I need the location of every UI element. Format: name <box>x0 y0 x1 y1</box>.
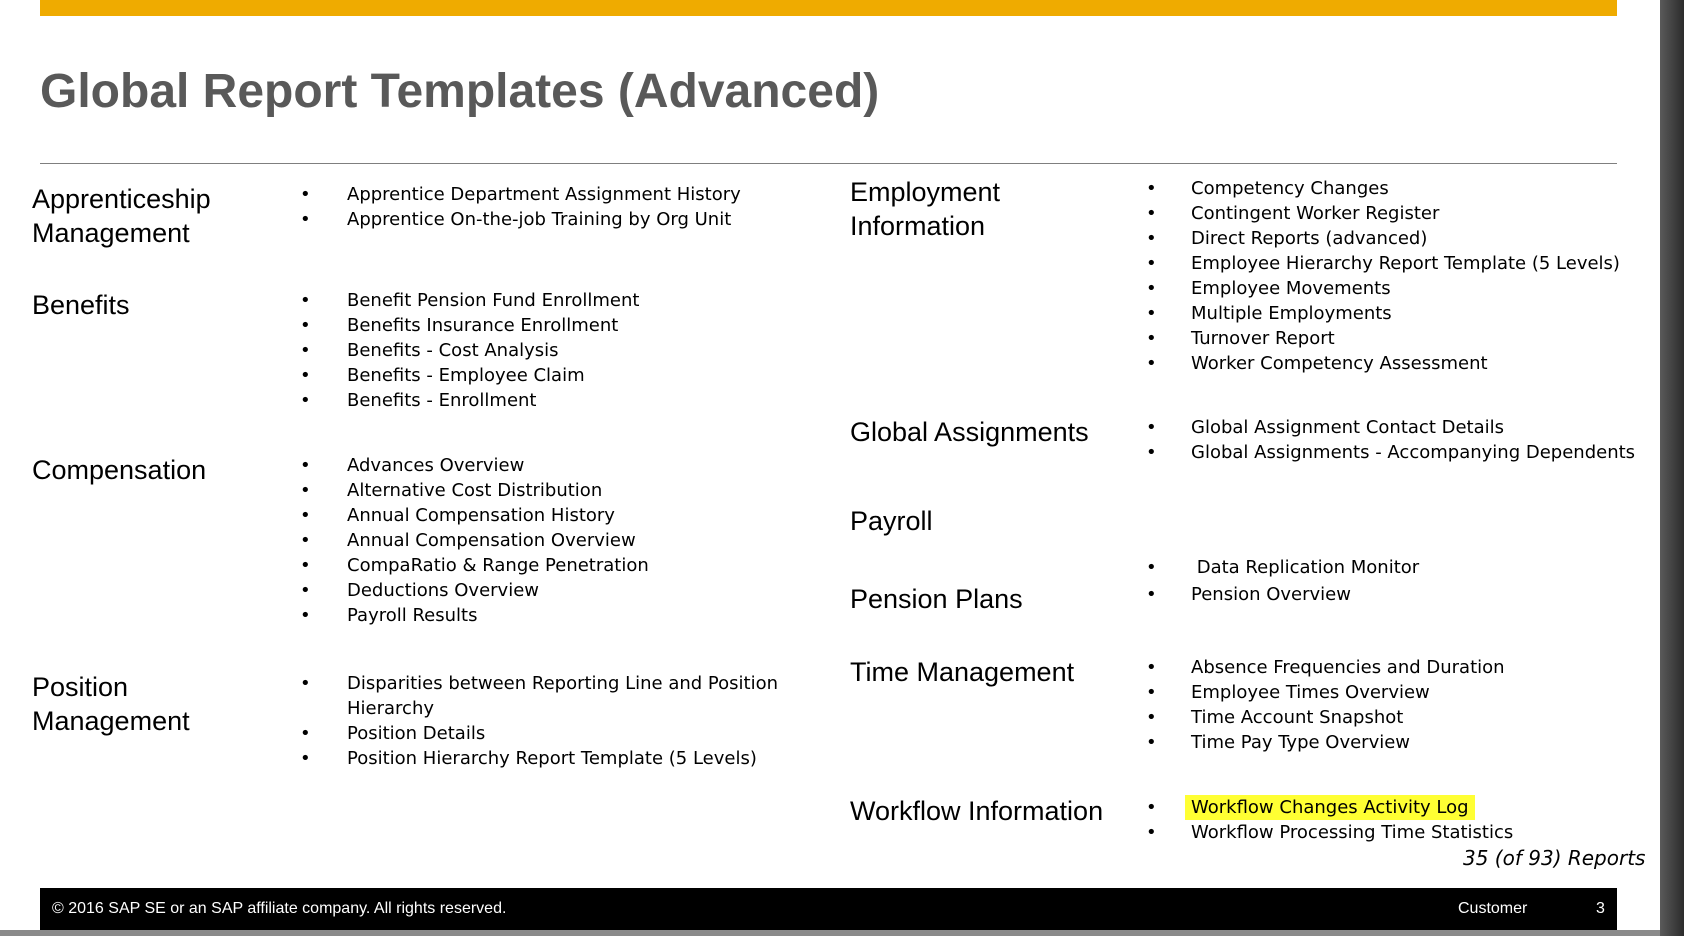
report-list-apprenticeship-management <box>300 182 860 232</box>
title-divider <box>40 163 1617 164</box>
list-item: • Alternative Cost Distribution <box>300 478 860 503</box>
window-edge-shadow <box>1660 0 1684 936</box>
category-payroll: Payroll <box>850 506 933 536</box>
list-item: • Workflow Processing Time Statistics <box>1146 820 1684 845</box>
list-item: • CompaRatio & Range Penetration <box>300 553 860 578</box>
category-time-management: Time Management <box>850 657 1075 687</box>
list-item: • Apprentice On-the-job Training by Org Unit <box>300 207 860 232</box>
list-item: • Competency Changes <box>1146 176 1684 201</box>
footer-copyright: © 2016 SAP SE or an SAP affiliate company. All rights reserved. <box>52 900 507 917</box>
list-item: • Disparities between Reporting Line and Position Hierarchy <box>300 671 780 721</box>
list-item: • Position Hierarchy Report Template (5 Levels) <box>300 746 780 771</box>
list-item: • Annual Compensation History <box>300 503 860 528</box>
list-item: • Benefits Insurance Enrollment <box>300 313 860 338</box>
list-item: • Global Assignments - Accompanying Dependents <box>1146 440 1684 465</box>
list-item-highlighted <box>1146 795 1684 820</box>
list-item: • Apprentice Department Assignment History <box>300 182 860 207</box>
category-benefits: Benefits <box>32 290 130 320</box>
list-item: • Contingent Worker Register <box>1146 201 1684 226</box>
footer-classification: Customer <box>1458 900 1528 917</box>
report-list-position-management <box>300 671 780 771</box>
category-workflow-information: Workflow Information <box>850 796 1104 826</box>
list-item: • Time Account Snapshot <box>1146 705 1684 730</box>
list-item: • Payroll Results <box>300 603 860 628</box>
list-item: • Turnover Report <box>1146 326 1684 351</box>
category-apprenticeship-management: Apprenticeship Management <box>32 184 211 248</box>
report-list-global-assignments <box>1146 415 1684 465</box>
list-item: • Pension Overview <box>1146 582 1684 607</box>
category-pension-plans: Pension Plans <box>850 584 1023 614</box>
report-list-employment-information <box>1146 176 1684 376</box>
list-item: • Time Pay Type Overview <box>1146 730 1684 755</box>
list-item: • Advances Overview <box>300 453 860 478</box>
window-bottom-edge <box>0 930 1660 936</box>
category-global-assignments: Global Assignments <box>850 417 1089 447</box>
slide-title: Global Report Templates (Advanced) <box>40 65 880 118</box>
list-item: • Employee Times Overview <box>1146 680 1684 705</box>
list-item: • Global Assignment Contact Details <box>1146 415 1684 440</box>
list-item: • Deductions Overview <box>300 578 860 603</box>
report-list-time-management <box>1146 655 1684 755</box>
reports-count-note: 35 (of 93) Reports <box>1463 846 1646 870</box>
list-item: • Multiple Employments <box>1146 301 1684 326</box>
list-item: • Data Replication Monitor <box>1146 555 1684 580</box>
list-item: • Employee Movements <box>1146 276 1684 301</box>
list-item: • Direct Reports (advanced) <box>1146 226 1684 251</box>
page-number: 3 <box>1596 900 1605 917</box>
list-item: • Benefits - Enrollment <box>300 388 860 413</box>
list-item: • Employee Hierarchy Report Template (5 Levels) <box>1146 251 1684 276</box>
list-item: • Worker Competency Assessment <box>1146 351 1684 376</box>
list-item: • Position Details <box>300 721 780 746</box>
list-item: • Absence Frequencies and Duration <box>1146 655 1684 680</box>
category-position-management: Position Management <box>32 672 190 736</box>
accent-bar <box>40 0 1617 16</box>
list-item: • Benefit Pension Fund Enrollment <box>300 288 860 313</box>
category-compensation: Compensation <box>32 455 207 485</box>
list-item: • Annual Compensation Overview <box>300 528 860 553</box>
report-list-pension-plans <box>1146 582 1684 607</box>
list-item: • Benefits - Employee Claim <box>300 363 860 388</box>
highlight-marker: Workflow Changes Activity Log <box>1185 795 1475 820</box>
footer-bar <box>40 888 1617 930</box>
report-list-compensation <box>300 453 860 628</box>
category-employment-information: Employment Information <box>850 177 1001 241</box>
report-list-workflow-information <box>1146 795 1684 845</box>
list-item: • Benefits - Cost Analysis <box>300 338 860 363</box>
report-list-benefits <box>300 288 860 413</box>
